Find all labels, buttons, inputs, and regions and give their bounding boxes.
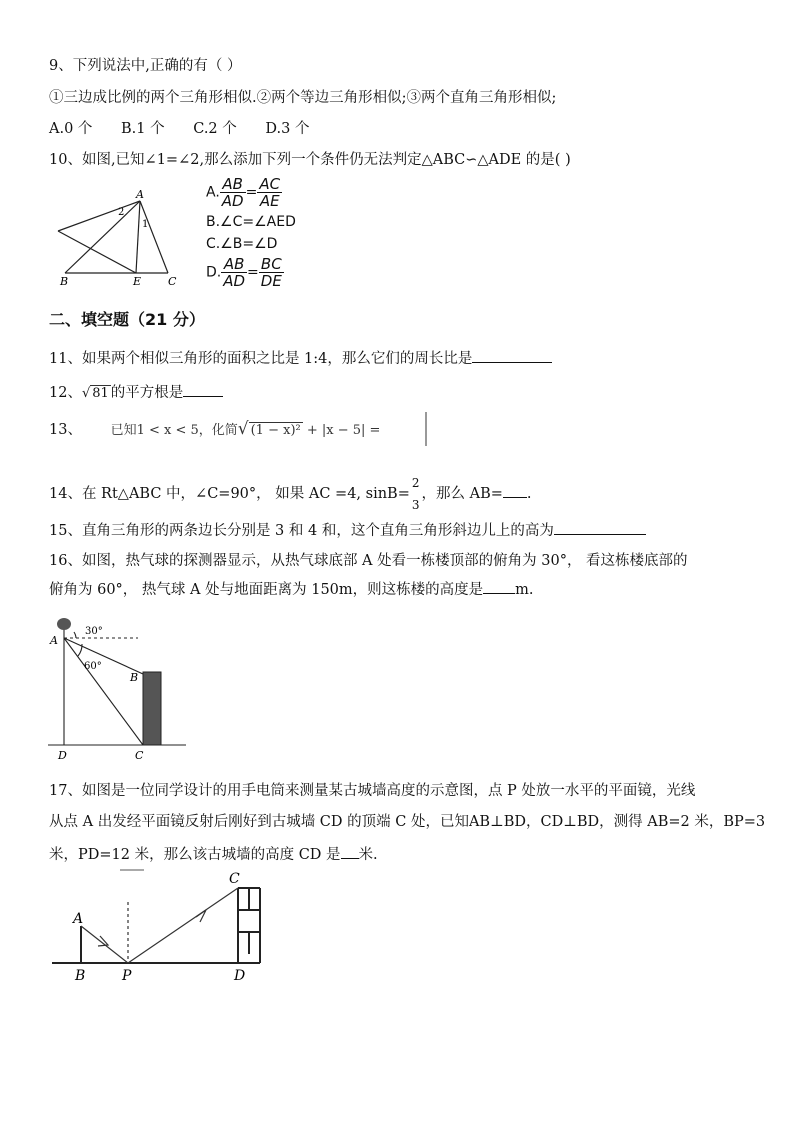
q10-option-b: B.∠C=∠AED [206, 214, 296, 230]
q17-figure [48, 866, 278, 986]
q9-option-a: A.0 个 [49, 121, 93, 137]
q17-line2: 从点 A 出发经平面镜反射后刚好到古城墙 CD 的顶端 C 处，已知AB⊥BD，CD⊥BD，测得 AB=2 米，BP=3 [49, 814, 766, 830]
q10-label-1: 1 [142, 219, 149, 230]
q16-label-d: D [58, 749, 67, 762]
q16-label-c: C [135, 749, 144, 762]
q9-option-c: C.2 个 [193, 121, 237, 137]
q16-blank[interactable] [483, 578, 515, 594]
q15: 15、直角三角形的两条边长分别是 3 和 4 和，这个直角三角形斜边儿上的高为 [49, 519, 646, 541]
q10-option-a: A. $\frac{AB}{AD}$ = $\frac{AC}{AE}$ [206, 175, 281, 210]
q12: 12、√ 81 的平方根是 [49, 381, 223, 404]
q13: 13、 已知1 < x < 5，化简√ (1 − x)² + |x − 5| = [49, 419, 381, 439]
q9-stem: 9、下列说法中,正确的有（ ） [49, 58, 242, 74]
q16-label-a: A [50, 634, 58, 647]
q17-label-p: P [122, 968, 132, 984]
q10-label-2: 2 [118, 207, 125, 218]
q10-stem: 10、如图,已知∠1=∠2,那么添加下列一个条件仍无法判定△ABC∽△ADE 的是( ) [49, 152, 571, 168]
q16-angle-60: 60° [84, 661, 102, 672]
q16-angle-30: 30° [85, 626, 103, 637]
q9-options [49, 119, 333, 139]
q9-option-b: B.1 个 [121, 121, 165, 137]
q17-line3: 米，PD=12 米，那么该古城墙的高度 CD 是 米. [49, 843, 378, 865]
q10-label-b: B [60, 275, 69, 288]
q16-label-b: B [130, 671, 139, 684]
q10-label-a: A [136, 188, 144, 201]
q9-option-d: D.3 个 [265, 121, 310, 137]
section2-title: 二、填空题（21 分） [49, 310, 205, 329]
q11: 11、如果两个相似三角形的面积之比是 1:4，那么它们的周长比是 [49, 347, 552, 369]
q10-option-c: C.∠B=∠D [206, 236, 278, 252]
q13-divider [425, 412, 427, 446]
q10-option-d: D. $\frac{AB}{AD}$ = $\frac{BC}{DE}$ [206, 255, 282, 290]
q15-blank[interactable] [554, 519, 646, 535]
q16-line2: 俯角为 60°， 热气球 A 处与地面距离为 150m，则这栋楼的高度是 m. [49, 578, 534, 600]
q14-blank[interactable] [503, 482, 527, 498]
q17-label-d: D [234, 968, 246, 984]
q17-blank[interactable] [341, 843, 359, 859]
q13-expression: 已知1 < x < 5，化简√ (1 − x)² + |x − 5| = [110, 419, 381, 439]
q14-fraction: 2 3 [411, 476, 420, 512]
q17-label-c: C [229, 871, 240, 887]
q16-figure [48, 614, 188, 764]
q10-label-e: E [133, 275, 142, 288]
q10-figure [50, 185, 190, 290]
q10-label-c: C [168, 275, 177, 288]
q17-label-b: B [75, 968, 86, 984]
q12-blank[interactable] [183, 381, 223, 397]
q16-line1: 16、如图，热气球的探测器显示，从热气球底部 A 处看一栋楼顶部的俯角为 30°， 看这栋楼底部的 [49, 553, 688, 569]
q9-statements: ①三边成比例的两个三角形相似.②两个等边三角形相似;③两个直角三角形相似; [49, 90, 557, 106]
q11-blank[interactable] [472, 347, 552, 363]
q17-label-a: A [73, 911, 84, 927]
q17-line1: 17、如图是一位同学设计的用手电筒来测量某古城墙高度的示意图，点 P 处放一水平的平面镜，光线 [49, 783, 696, 799]
q14: 14、在 Rt△ABC 中，∠C=90°， 如果 AC =4, sinB= 2 3 ，那么 AB= . [49, 476, 532, 512]
